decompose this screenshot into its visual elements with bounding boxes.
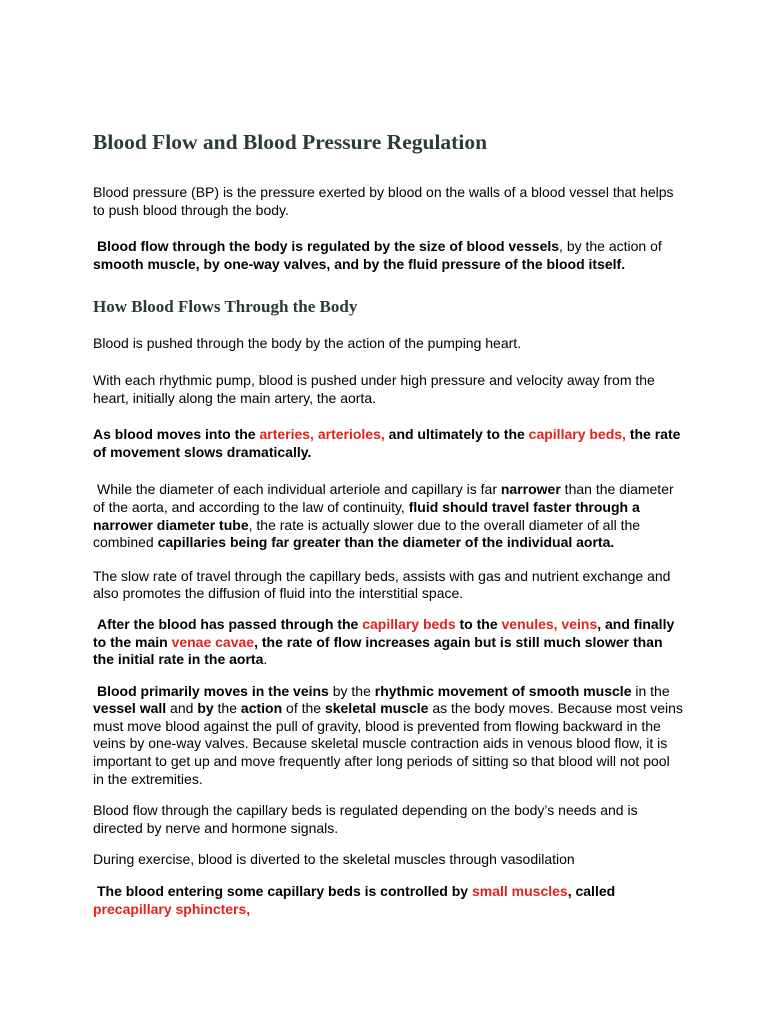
paragraph-after-capillaries: After the blood has passed through the capillary beds to the venules, veins, and finally to the main venae cavae, the rate of flow increases again but is still much slower than the initial rate in the aorta. [93,615,675,668]
section-heading: How Blood Flows Through the Body [93,297,358,317]
paragraph-rhythmic-pump: With each rhythmic pump, blood is pushed under high pressure and velocity away from the heart, initially along the main artery, the aorta. [93,371,655,406]
paragraph-exercise: During exercise, blood is diverted to the skeletal muscles through vasodilation [93,851,575,868]
paragraph-pumping-heart: Blood is pushed through the body by the action of the pumping heart. [93,335,522,352]
page-title: Blood Flow and Blood Pressure Regulation [93,130,488,154]
paragraph-flow-regulation: Blood flow through the body is regulated by the size of blood vessels, by the action of smooth muscle, by one-way valves, and by the fluid pressure of the blood itself. [93,238,662,272]
paragraph-diameter: While the diameter of each individual arteriole and capillary is far narrower than the diameter of the aorta, and according to the law of continuity, fluid should travel faster through a narrower diameter tube, the rate is actually slower due to the overall diameter of all the combined capillaries being far greater than the diameter of the individual aorta. [93,481,674,551]
paragraph-veins: Blood primarily moves in the veins by the rhythmic movement of smooth muscle in the vessel wall and by the action of the skeletal muscle as the body moves. Because most veins must move blood against the pull of gravity, blood is prevented from flowing backward in the veins by one-way valves. Because skeletal muscle contraction aids in venous blood flow, it is important to get up and move frequently after long periods of sitting so that blood will not pool in the extremities. [93,682,683,787]
paragraph-slow-rate: The slow rate of travel through the capillary beds, assists with gas and nutrient exchange and also promotes the diffusion of fluid into the interstitial space. [93,567,671,602]
paragraph-capillary-regulation: Blood flow through the capillary beds is regulated depending on the body’s needs and is directed by nerve and hormone signals. [93,802,638,836]
paragraph-arteries: As blood moves into the arteries, arterioles, and ultimately to the capillary beds, the rate of movement slows dramatically. [93,426,681,460]
paragraph-bp-definition: Blood pressure (BP) is the pressure exerted by blood on the walls of a blood vessel that helps to push blood through the body. [93,184,674,218]
document-page [93,128,683,918]
paragraph-sphincters: The blood entering some capillary beds is controlled by small muscles, called precapillary sphincters, [93,883,616,917]
